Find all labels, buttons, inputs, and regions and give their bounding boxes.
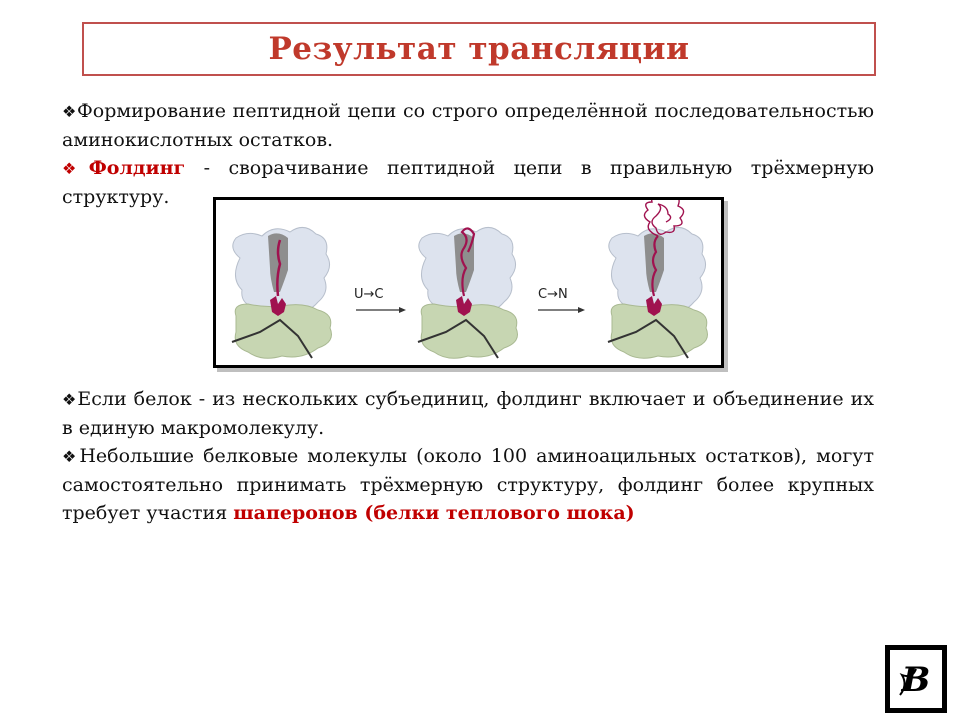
bullet-icon: ❖: [62, 447, 80, 466]
publisher-logo-icon: [890, 650, 942, 708]
arrow-1-head-icon: [399, 307, 406, 313]
translation-figure: [213, 197, 724, 368]
bullet-paragraph-1: [62, 97, 874, 154]
ribosome-stage-1: [232, 227, 332, 358]
title-box: [82, 22, 876, 76]
ribosome-stage-3: [608, 200, 708, 358]
paragraph-1-text: Формирование пептидной цепи со строго определённой последовательностью аминокислотных остатков.: [62, 100, 874, 151]
paragraph-2-text: - сворачивание пептидной цепи в правильную трёхмерную структуру.: [62, 157, 874, 208]
bullet-icon: ❖: [62, 102, 77, 121]
bullet-paragraph-4: [62, 442, 874, 527]
bullet-icon: ❖: [62, 159, 89, 178]
slide-title: Результат трансляции: [268, 31, 690, 67]
publisher-logo: [885, 645, 947, 713]
arrow-1-label: U→C: [354, 287, 384, 302]
svg-text:B: B: [901, 660, 931, 700]
ribosome-diagram: [216, 200, 721, 365]
bullet-icon: ❖: [62, 390, 78, 409]
ribosome-stage-2: [418, 227, 518, 358]
folding-term: Фолдинг: [88, 157, 186, 179]
chaperones-term: шаперонов (белки теплового шока): [233, 502, 635, 524]
paragraph-3-text: Если белок - из нескольких субъединиц, фолдинг включает и объединение их в единую макромолекулу.: [62, 388, 874, 439]
arrow-2-label: C→N: [538, 287, 568, 302]
arrow-2-head-icon: [578, 307, 585, 313]
bullet-paragraph-3: [62, 385, 874, 442]
paragraph-4-text: Небольшие белковые молекулы (около 100 аминоацильных остатков), могут самостоятельно принимать трёхмерную структуру, фолдинг более крупных требует участия: [62, 445, 874, 524]
